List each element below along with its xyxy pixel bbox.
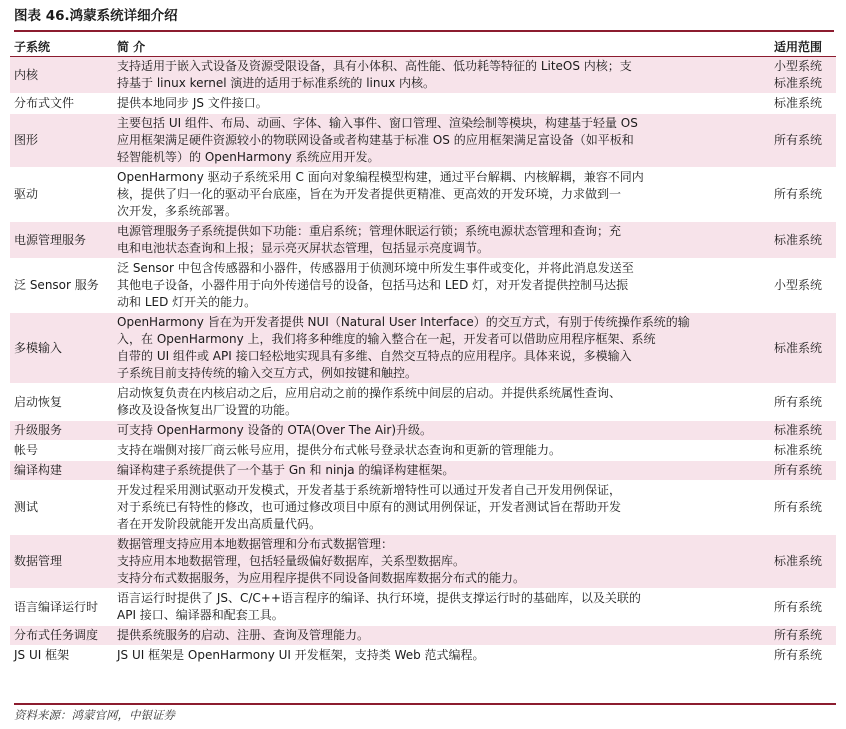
scope-cell: 标准系统 bbox=[770, 222, 836, 259]
subsystem-name-cell: 编译构建 bbox=[10, 461, 113, 481]
table-row bbox=[10, 114, 836, 168]
subsystem-name-cell: 驱动 bbox=[10, 168, 113, 222]
table-row bbox=[10, 222, 836, 259]
table-row bbox=[10, 421, 836, 441]
subsystem-name-cell: 数据管理 bbox=[10, 535, 113, 589]
scope-cell: 标准系统 bbox=[770, 94, 836, 114]
description-cell: 启动恢复负责在内核启动之后，应用启动之前的操作系统中间层的启动。并提供系统属性查询、 修改及设备恢复出厂设置的功能。 bbox=[113, 384, 770, 421]
table-row bbox=[10, 57, 836, 94]
source-note: 资料来源：鸿蒙官网，中银证券 bbox=[14, 703, 836, 723]
scope-cell: 标准系统 bbox=[770, 535, 836, 589]
description-cell: 主要包括 UI 组件、布局、动画、字体、输入事件、窗口管理、渲染绘制等模块，构建基于轻量 OS 应用框架满足硬件资源较小的物联网设备或者构建基于标准 OS 的应用框架满足富设备（如平板和 轻智能机等）的 OpenHarmony 系统应用开发。 bbox=[113, 114, 770, 168]
subsystem-name-cell: 泛 Sensor 服务 bbox=[10, 259, 113, 313]
header-description: 简 介 bbox=[113, 38, 770, 57]
table-row bbox=[10, 481, 836, 535]
subsystem-name-cell: 分布式任务调度 bbox=[10, 626, 113, 646]
scope-cell: 所有系统 bbox=[770, 481, 836, 535]
scope-cell: 所有系统 bbox=[770, 461, 836, 481]
subsystem-name-cell: 多模输入 bbox=[10, 313, 113, 384]
description-cell: OpenHarmony 旨在为开发者提供 NUI（Natural User Interface）的交互方式，有别于传统操作系统的输 入，在 OpenHarmony 上，我们将多种维度的输入整合在一起，开发者可以借助应用程序框架、系统 自带的 UI 组件或 API 接口轻松地实现具有多维、自然交互特点的应用程序。具体来说，多模输入 子系统目前支持传统的输入交互方式，例如按键和触控。 bbox=[113, 313, 770, 384]
table-row bbox=[10, 589, 836, 626]
table-row bbox=[10, 168, 836, 222]
subsystem-name-cell: 内核 bbox=[10, 57, 113, 94]
scope-cell: 所有系统 bbox=[770, 646, 836, 666]
description-cell: 电源管理服务子系统提供如下功能：重启系统；管理休眠运行锁；系统电源状态管理和查询；充 电和电池状态查询和上报；显示亮灭屏状态管理，包括显示亮度调节。 bbox=[113, 222, 770, 259]
scope-cell: 所有系统 bbox=[770, 626, 836, 646]
table-row bbox=[10, 646, 836, 666]
table-row bbox=[10, 461, 836, 481]
scope-cell: 所有系统 bbox=[770, 168, 836, 222]
scope-cell: 所有系统 bbox=[770, 589, 836, 626]
subsystem-name-cell: 电源管理服务 bbox=[10, 222, 113, 259]
description-cell: 编译构建子系统提供了一个基于 Gn 和 ninja 的编译构建框架。 bbox=[113, 461, 770, 481]
description-cell: 开发过程采用测试驱动开发模式，开发者基于系统新增特性可以通过开发者自己开发用例保证， 对于系统已有特性的修改，也可通过修改项目中原有的测试用例保证，开发者测试旨在帮助开发 者在开发阶段就能开发出高质量代码。 bbox=[113, 481, 770, 535]
description-cell: JS UI 框架是 OpenHarmony UI 开发框架，支持类 Web 范式编程。 bbox=[113, 646, 770, 666]
table-row bbox=[10, 313, 836, 384]
description-cell: 语言运行时提供了 JS、C/C++语言程序的编译、执行环境，提供支撑运行时的基础库，以及关联的 API 接口、编译器和配套工具。 bbox=[113, 589, 770, 626]
table-row bbox=[10, 441, 836, 461]
scope-cell: 小型系统 bbox=[770, 259, 836, 313]
scope-cell: 标准系统 bbox=[770, 313, 836, 384]
table-row bbox=[10, 384, 836, 421]
table-row bbox=[10, 259, 836, 313]
description-cell: OpenHarmony 驱动子系统采用 C 面向对象编程模型构建，通过平台解耦、内核解耦，兼容不同内 核，提供了归一化的驱动平台底座，旨在为开发者提供更精准、更高效的开发环境，力求做到一 次开发，多系统部署。 bbox=[113, 168, 770, 222]
scope-cell: 标准系统 bbox=[770, 421, 836, 441]
subsystem-name-cell: 测试 bbox=[10, 481, 113, 535]
subsystem-name-cell: 帐号 bbox=[10, 441, 113, 461]
description-cell: 数据管理支持应用本地数据管理和分布式数据管理： 支持应用本地数据管理，包括轻量级偏好数据库，关系型数据库。 支持分布式数据服务，为应用程序提供不同设备间数据库数据分布式的能力。 bbox=[113, 535, 770, 589]
scope-cell: 标准系统 bbox=[770, 441, 836, 461]
description-cell: 支持适用于嵌入式设备及资源受限设备，具有小体积、高性能、低功耗等特征的 LiteOS 内核；支 持基于 linux kernel 演进的适用于标准系统的 linux 内核。 bbox=[113, 57, 770, 94]
scope-cell: 所有系统 bbox=[770, 384, 836, 421]
description-cell: 可支持 OpenHarmony 设备的 OTA(Over The Air)升级。 bbox=[113, 421, 770, 441]
description-cell: 支持在端侧对接厂商云帐号应用，提供分布式帐号登录状态查询和更新的管理能力。 bbox=[113, 441, 770, 461]
subsystem-name-cell: 分布式文件 bbox=[10, 94, 113, 114]
header-subsystem: 子系统 bbox=[10, 38, 113, 57]
table-body bbox=[10, 57, 836, 666]
table-row bbox=[10, 94, 836, 114]
subsystem-name-cell: 图形 bbox=[10, 114, 113, 168]
description-cell: 提供本地同步 JS 文件接口。 bbox=[113, 94, 770, 114]
figure-title: 图表 46.鸿蒙系统详细介绍 bbox=[14, 6, 834, 32]
table-row bbox=[10, 626, 836, 646]
subsystem-table bbox=[10, 38, 836, 666]
subsystem-name-cell: 升级服务 bbox=[10, 421, 113, 441]
scope-cell: 所有系统 bbox=[770, 114, 836, 168]
scope-cell: 小型系统 标准系统 bbox=[770, 57, 836, 94]
header-scope: 适用范围 bbox=[770, 38, 836, 57]
table-row bbox=[10, 535, 836, 589]
description-cell: 泛 Sensor 中包含传感器和小器件，传感器用于侦测环境中所发生事件或变化，并将此消息发送至 其他电子设备，小器件用于向外传递信号的设备，包括马达和 LED 灯，对开发者提供控制马达振 动和 LED 灯开关的能力。 bbox=[113, 259, 770, 313]
subsystem-name-cell: 语言编译运行时 bbox=[10, 589, 113, 626]
table-header-row bbox=[10, 38, 836, 57]
subsystem-name-cell: 启动恢复 bbox=[10, 384, 113, 421]
subsystem-name-cell: JS UI 框架 bbox=[10, 646, 113, 666]
description-cell: 提供系统服务的启动、注册、查询及管理能力。 bbox=[113, 626, 770, 646]
